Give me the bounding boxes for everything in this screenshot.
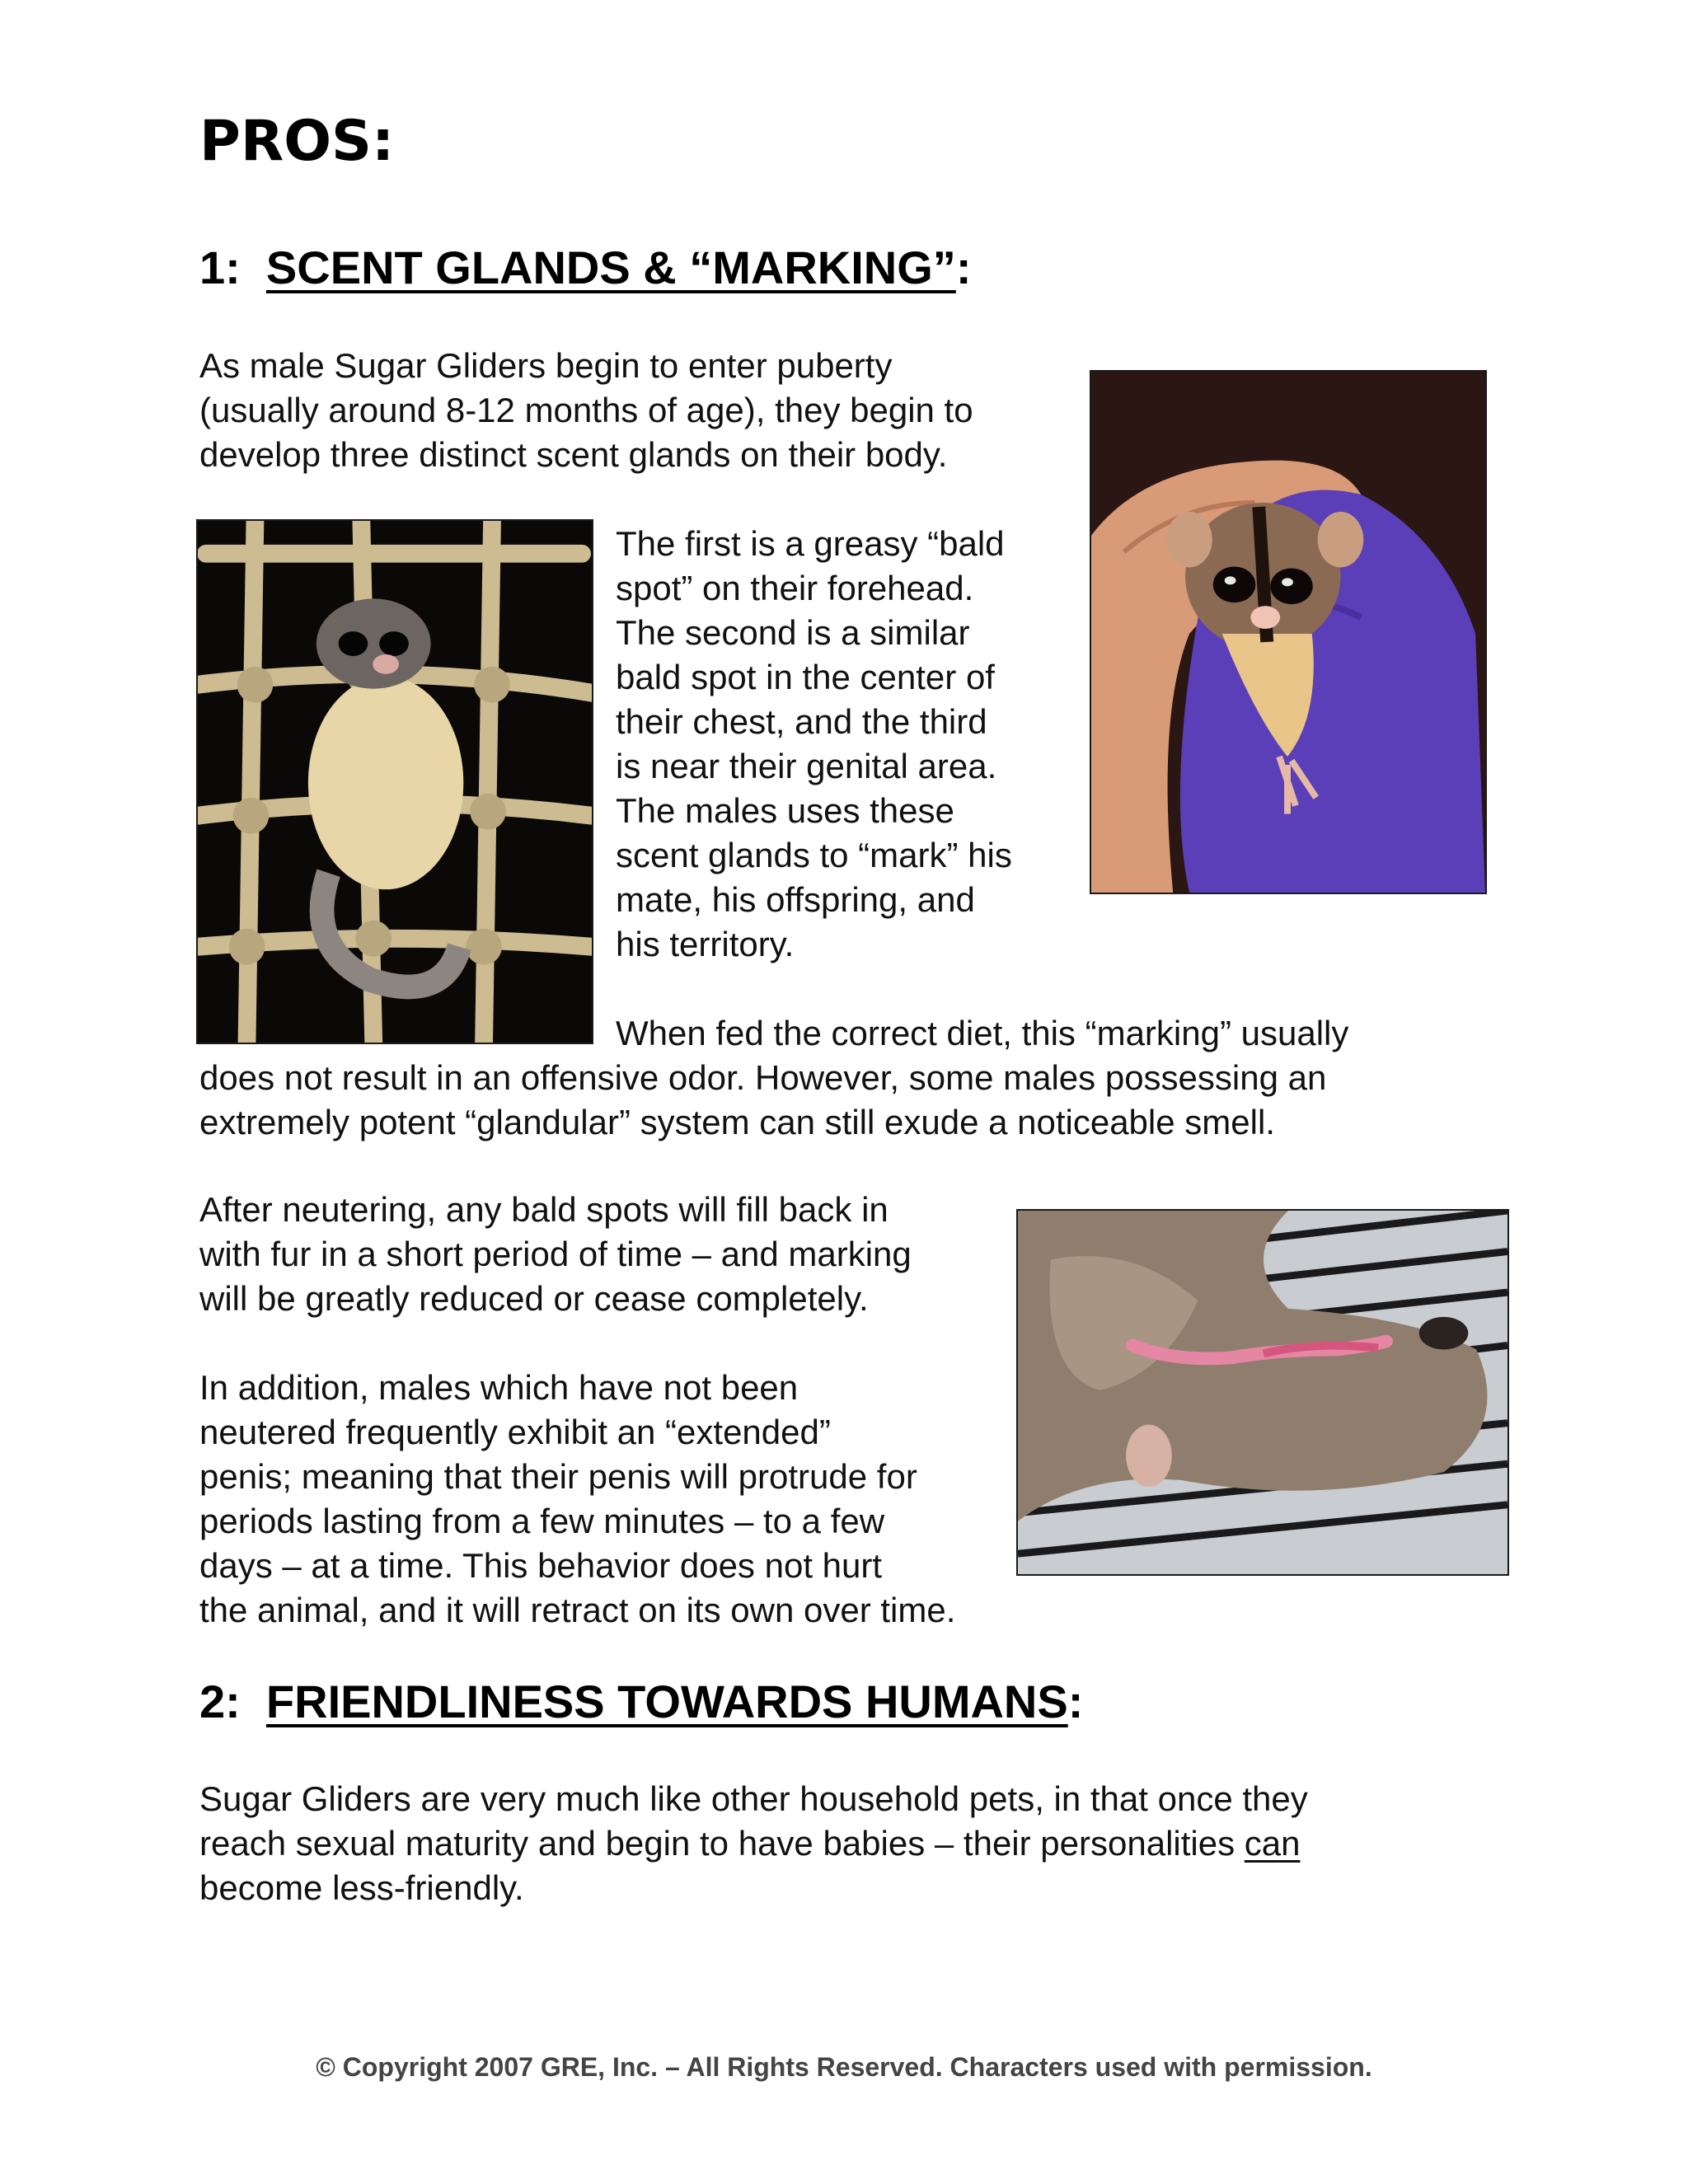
emphasis-can: can [1244,1824,1301,1863]
glands-paragraph [616,522,1012,967]
glands-line: is near their genital area. [616,747,997,785]
copyright-footer: © Copyright 2007 GRE, Inc. – All Rights Reserved. Characters used with permission. [316,2052,1372,2082]
glands-line: The first is a greasy “bald [616,524,1005,563]
extended-line: In addition, males which have not been [199,1368,799,1407]
glider-on-cage-floor-photo [1016,1209,1509,1576]
section1-heading [199,241,971,294]
neuter-line: with fur in a short period of time – and marking [199,1235,912,1273]
glands-line: The second is a similar [616,613,970,652]
neutering-paragraph [199,1188,912,1321]
neuter-line: will be greatly reduced or cease completely. [199,1279,869,1318]
section1-number: 1: [199,241,241,293]
friendliness-line-text: reach sexual maturity and begin to have babies – their personalities [199,1824,1245,1863]
friendliness-line: Sugar Gliders are very much like other household pets, in that once they [199,1779,1308,1818]
extended-line: the animal, and it will retract on its own over time. [199,1591,956,1629]
diet-paragraph [199,1011,1348,1145]
diet-line: extremely potent “glandular” system can still exude a noticeable smell. [199,1103,1275,1141]
extended-line: penis; meaning that their penis will protrude for [199,1457,917,1496]
intro-paragraph [199,344,973,477]
glands-line: mate, his offspring, and [616,880,975,919]
neuter-line: After neutering, any bald spots will fill back in [199,1190,889,1229]
glands-line: bald spot in the center of [616,658,995,696]
extended-line: days – at a time. This behavior does not hurt [199,1546,883,1585]
friendliness-paragraph [199,1777,1308,1910]
glands-line: The males uses these [616,791,954,830]
diet-line: does not result in an offensive odor. However, some males possessing an [199,1058,1327,1097]
section2-colon: : [1067,1675,1084,1727]
friendliness-line [199,1821,1308,1866]
intro-line: As male Sugar Gliders begin to enter puberty [199,346,893,385]
page-title: PROS: [199,109,395,174]
intro-line: (usually around 8-12 months of age), they begin to [199,391,973,429]
extended-line: periods lasting from a few minutes – to a few [199,1502,885,1540]
diet-line: When fed the correct diet, this “marking” usually [616,1014,1349,1052]
intro-line: develop three distinct scent glands on their body. [199,435,948,474]
section2-title: FRIENDLINESS TOWARDS HUMANS [265,1675,1068,1727]
glands-line: his territory. [616,925,795,963]
glands-line: their chest, and the third [616,702,987,741]
glider-in-hand-photo [1090,370,1487,894]
glands-line: scent glands to “mark” his [616,836,1012,874]
section1-colon: : [955,241,972,293]
section2-number: 2: [199,1675,241,1727]
friendliness-line: become less-friendly. [199,1868,524,1907]
extended-paragraph [199,1366,955,1633]
section1-title: SCENT GLANDS & “MARKING” [265,241,956,293]
extended-line: neutered frequently exhibit an “extended” [199,1413,831,1451]
glands-line: spot” on their forehead. [616,569,974,607]
glider-on-rope-net-photo [196,519,593,1044]
section2-heading [199,1675,1083,1728]
